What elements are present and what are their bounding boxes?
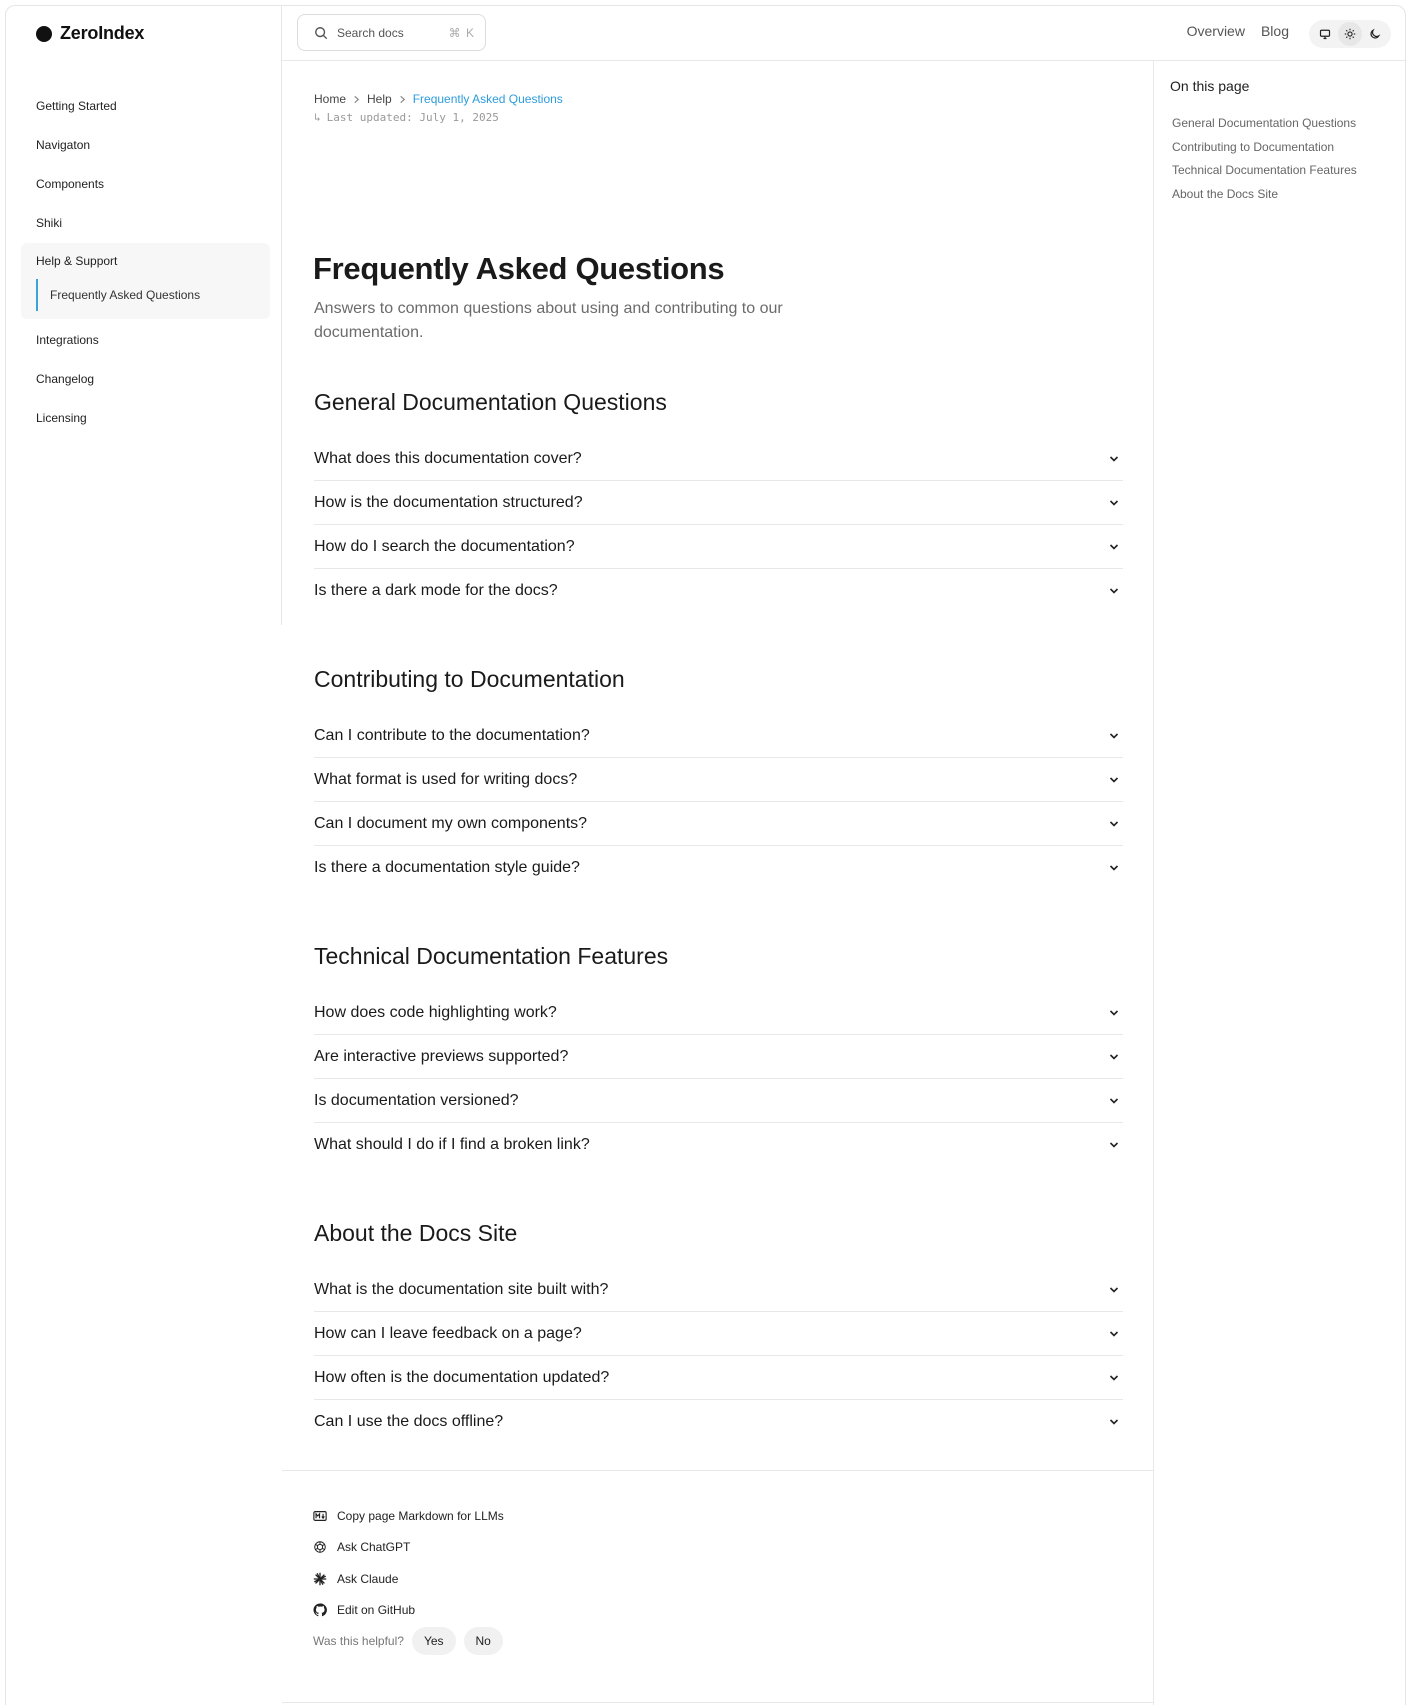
copy-markdown-button[interactable] [313, 1500, 504, 1532]
last-updated [314, 111, 499, 124]
table-of-contents [1153, 61, 1406, 1705]
faq-question: What does this documentation cover? [314, 449, 582, 467]
faq-item[interactable] [314, 1400, 1123, 1444]
page-actions [313, 1500, 504, 1626]
faq-question: How often is the documentation updated? [314, 1368, 610, 1386]
sidebar-item-navigaton[interactable]: Navigaton [36, 138, 91, 152]
return-arrow-icon: ↳ [314, 111, 321, 124]
section-title: Contributing to Documentation [314, 666, 625, 692]
search-placeholder: Search docs [337, 25, 404, 40]
logo-dot-icon [36, 26, 52, 42]
chevron-down-icon [1107, 1283, 1121, 1297]
sidebar-item-getting-started[interactable]: Getting Started [36, 99, 117, 113]
section-title: General Documentation Questions [314, 389, 667, 415]
page-title: Frequently Asked Questions [313, 251, 725, 286]
sun-icon [1344, 28, 1356, 40]
chevron-right-icon [352, 95, 361, 104]
breadcrumb-help[interactable]: Help [367, 92, 392, 106]
faq-question: How do I search the documentation? [314, 537, 575, 555]
markdown-icon [313, 1509, 327, 1523]
feedback-question: Was this helpful? [313, 1634, 404, 1648]
claude-icon [313, 1572, 327, 1586]
sidebar-item-shiki[interactable]: Shiki [36, 216, 63, 230]
breadcrumb-home[interactable]: Home [314, 92, 347, 106]
faq-item[interactable] [314, 1123, 1123, 1167]
search-input[interactable] [297, 14, 486, 51]
faq-section-technical [314, 941, 1123, 1167]
faq-item[interactable] [314, 758, 1123, 802]
edit-github-button[interactable] [313, 1595, 504, 1627]
sidebar-item-licensing[interactable]: Licensing [36, 411, 87, 425]
section-title: Technical Documentation Features [314, 943, 669, 969]
toc-item[interactable]: About the Docs Site [1172, 186, 1279, 201]
brand-name: ZeroIndex [60, 23, 145, 43]
faq-section-contributing [314, 664, 1123, 890]
chevron-right-icon [398, 95, 407, 104]
ask-claude-button[interactable] [313, 1563, 504, 1595]
chevron-down-icon [1107, 1138, 1121, 1152]
sidebar-nav [21, 87, 270, 438]
page-subtitle: Answers to common questions about using and contributing to our documentation. [314, 300, 783, 341]
faq-list [314, 714, 1123, 890]
chevron-down-icon [1107, 1415, 1121, 1429]
breadcrumb-current: Frequently Asked Questions [412, 92, 563, 106]
faq-item[interactable] [314, 1268, 1123, 1312]
header-link-blog[interactable]: Blog [1260, 23, 1289, 39]
chevron-down-icon [1107, 496, 1121, 510]
toc-item[interactable]: Contributing to Documentation [1172, 139, 1335, 154]
faq-list [314, 437, 1123, 613]
faq-item[interactable] [314, 569, 1123, 613]
faq-question: How does code highlighting work? [314, 1003, 557, 1021]
faq-question: Is there a dark mode for the docs? [314, 582, 558, 599]
theme-dark-button[interactable] [1363, 22, 1387, 46]
faq-question: Is documentation versioned? [314, 1091, 519, 1109]
edit-github-label: Edit on GitHub [337, 1603, 416, 1618]
faq-question: Can I contribute to the documentation? [314, 726, 590, 744]
chevron-down-icon [1107, 1371, 1121, 1385]
breadcrumb [314, 92, 563, 106]
top-header [282, 5, 1406, 61]
faq-question: What should I do if I find a broken link? [314, 1136, 590, 1153]
toc-item[interactable]: Technical Documentation Features [1172, 163, 1357, 177]
faq-item[interactable] [314, 481, 1123, 525]
toc-item[interactable]: General Documentation Questions [1172, 116, 1357, 130]
faq-question: Can I use the docs offline? [314, 1413, 504, 1430]
faq-item[interactable] [314, 991, 1123, 1035]
last-updated-text: Last updated: July 1, 2025 [326, 111, 499, 124]
chevron-down-icon [1107, 540, 1121, 554]
ask-chatgpt-button[interactable] [313, 1532, 504, 1564]
sidebar-item-faq[interactable]: Frequently Asked Questions [36, 279, 270, 311]
chatgpt-icon [313, 1540, 327, 1554]
chevron-down-icon [1107, 773, 1121, 787]
faq-list [314, 1268, 1123, 1444]
faq-question: What format is used for writing docs? [314, 770, 578, 788]
chevron-down-icon [1107, 584, 1121, 598]
footer-divider [282, 1470, 1153, 1471]
faq-item[interactable] [314, 1312, 1123, 1356]
faq-item[interactable] [314, 1035, 1123, 1079]
copy-markdown-label: Copy page Markdown for LLMs [337, 1508, 504, 1523]
faq-question: How is the documentation structured? [314, 493, 583, 511]
chevron-down-icon [1107, 1094, 1121, 1108]
chevron-down-icon [1107, 817, 1121, 831]
sidebar-item-components[interactable]: Components [36, 177, 105, 191]
chevron-down-icon [1107, 452, 1121, 466]
search-shortcut: ⌘ K [448, 25, 475, 40]
faq-item[interactable] [314, 525, 1123, 569]
faq-section-about [314, 1218, 1123, 1444]
faq-item[interactable] [314, 714, 1123, 758]
faq-item[interactable] [314, 802, 1123, 846]
section-title: About the Docs Site [314, 1220, 518, 1246]
moon-icon [1369, 28, 1381, 40]
bottom-divider [282, 1702, 1153, 1703]
search-icon [314, 26, 328, 40]
faq-question: Can I document my own components? [314, 814, 588, 832]
sidebar [5, 5, 282, 625]
faq-list [314, 991, 1123, 1167]
toc-title: On this page [1170, 78, 1250, 94]
faq-item[interactable] [314, 1356, 1123, 1400]
monitor-icon [1319, 28, 1331, 40]
faq-question: Are interactive previews supported? [314, 1047, 569, 1065]
theme-switcher [1309, 20, 1391, 48]
sidebar-item-changelog[interactable]: Changelog [36, 372, 95, 386]
chevron-down-icon [1107, 1006, 1121, 1020]
chevron-down-icon [1107, 729, 1121, 743]
chevron-down-icon [1107, 861, 1121, 875]
ask-chatgpt-label: Ask ChatGPT [337, 1540, 411, 1555]
faq-question: Is there a documentation style guide? [314, 859, 580, 876]
feedback-yes-button[interactable]: Yes [412, 1627, 456, 1655]
faq-item[interactable] [314, 1079, 1123, 1123]
faq-question: How can I leave feedback on a page? [314, 1324, 582, 1342]
faq-section-general [314, 387, 1123, 613]
chevron-down-icon [1107, 1050, 1121, 1064]
feedback-no-button[interactable]: No [464, 1627, 503, 1655]
sidebar-item-help-support[interactable]: Help & Support [36, 254, 118, 268]
github-icon [313, 1603, 327, 1617]
faq-question: What is the documentation site built with? [314, 1280, 609, 1298]
faq-item[interactable] [314, 846, 1123, 890]
theme-light-button[interactable] [1338, 22, 1362, 46]
sidebar-group-help [21, 243, 270, 319]
brand-logo[interactable] [36, 23, 144, 44]
header-link-overview[interactable]: Overview [1186, 23, 1245, 39]
feedback-row [313, 1627, 503, 1655]
sidebar-item-integrations[interactable]: Integrations [36, 333, 99, 347]
chevron-down-icon [1107, 1327, 1121, 1341]
toc-list [1172, 115, 1357, 209]
header-links [1187, 23, 1289, 39]
faq-item[interactable] [314, 437, 1123, 481]
ask-claude-label: Ask Claude [337, 1571, 399, 1586]
theme-system-button[interactable] [1313, 22, 1337, 46]
